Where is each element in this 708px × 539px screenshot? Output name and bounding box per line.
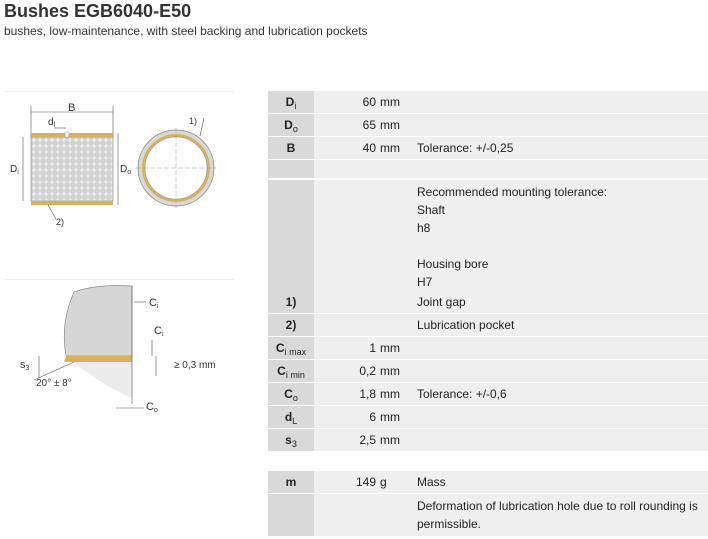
label-co: Co [146, 401, 158, 414]
table-row-co [268, 383, 708, 405]
deformation-line-1: Deformation of lubrication hole due to roll rounding is [417, 499, 698, 513]
row-note [417, 429, 708, 451]
row-note: Lubrication pocket [417, 318, 515, 332]
label-angle: 20° ± 8° [36, 378, 72, 389]
row-symbol: m [268, 471, 314, 493]
label-b: B [68, 102, 76, 114]
table-row-s3 [268, 429, 708, 451]
label-di: $D_i$ [10, 164, 19, 176]
bush-drawing [4, 92, 234, 241]
row-value: 65 mm [362, 118, 400, 132]
table-row-di [268, 91, 708, 113]
row-symbol: $C_o$ [268, 383, 314, 405]
row-symbol [268, 494, 314, 536]
table-spacer [268, 160, 708, 178]
row-value: 1 mm [369, 341, 400, 355]
bush-end-view [136, 116, 216, 208]
row-value: 40 mm [362, 141, 400, 155]
bush-side-view [10, 102, 131, 227]
detail-drawing-panel [4, 279, 234, 429]
row-symbol: $s_3$ [268, 429, 314, 451]
table-row-deformation [268, 494, 708, 536]
row-note [417, 91, 708, 113]
row-note: Joint gap [417, 295, 466, 309]
bush-drawing-panel [4, 91, 234, 241]
row-note [417, 337, 708, 359]
label-gap: ≥ 0,3 mm [174, 360, 216, 371]
mounting-housing-label: Housing bore [417, 257, 489, 271]
row-note [417, 183, 708, 295]
table-row-lubrication-pocket [268, 314, 708, 336]
label-ci-mid: Ci [154, 325, 164, 338]
label-one: 1) [189, 116, 198, 126]
table-row-b [268, 137, 708, 159]
mounting-housing-value: H7 [417, 275, 433, 289]
row-symbol: $C_{i min}$ [268, 360, 314, 382]
table-blank [268, 451, 708, 469]
row-note: Mass [417, 475, 446, 489]
row-symbol: 2) [268, 314, 314, 336]
label-two: 2) [56, 217, 65, 227]
row-value [314, 314, 404, 336]
label-ci-top: Ci [149, 297, 159, 310]
table-row-dl [268, 406, 708, 428]
label-dl: $d_l$ [48, 117, 56, 129]
mounting-shaft-label: Shaft [417, 203, 446, 217]
table-row-ci-max [268, 337, 708, 359]
row-note [417, 406, 708, 428]
row-value: 0,2 mm [359, 364, 400, 378]
page-title: Bushes EGB6040-E50 [4, 1, 192, 21]
row-note [417, 360, 708, 382]
table-row-mass [268, 471, 708, 493]
page-subtitle: bushes, low-maintenance, with steel backing and lubrication pockets [4, 24, 368, 38]
row-symbol: $C_{i max}$ [268, 337, 314, 359]
row-symbol: B [268, 137, 314, 159]
row-value: 1,8 mm [359, 387, 400, 401]
row-symbol [268, 180, 314, 292]
label-s3: s3 [20, 359, 30, 372]
mounting-title: Recommended mounting tolerance: [417, 185, 608, 199]
row-symbol: $D_i$ [268, 91, 314, 113]
row-value: 2,5 mm [359, 433, 400, 447]
table-row-ci-min [268, 360, 708, 382]
row-value: 60 mm [362, 95, 400, 109]
row-value: 6 mm [369, 410, 400, 424]
deformation-line-2: permissible. [417, 517, 482, 531]
detail-drawing [4, 280, 234, 429]
row-note: Tolerance: +/-0,6 [417, 387, 507, 401]
table-row-joint-gap [268, 291, 708, 313]
row-value [314, 291, 404, 313]
table-row-do [268, 114, 708, 136]
row-symbol: 1) [268, 291, 314, 313]
row-symbol: $D_o$ [268, 114, 314, 136]
label-do: $D_o$ [120, 164, 132, 176]
row-symbol: $d_L$ [268, 406, 314, 428]
mounting-shaft-value: h8 [417, 221, 431, 235]
row-note [417, 114, 708, 136]
table-row-mounting [268, 180, 708, 292]
row-value: 149 g [355, 475, 387, 489]
row-note: Tolerance: +/-0,25 [417, 141, 514, 155]
